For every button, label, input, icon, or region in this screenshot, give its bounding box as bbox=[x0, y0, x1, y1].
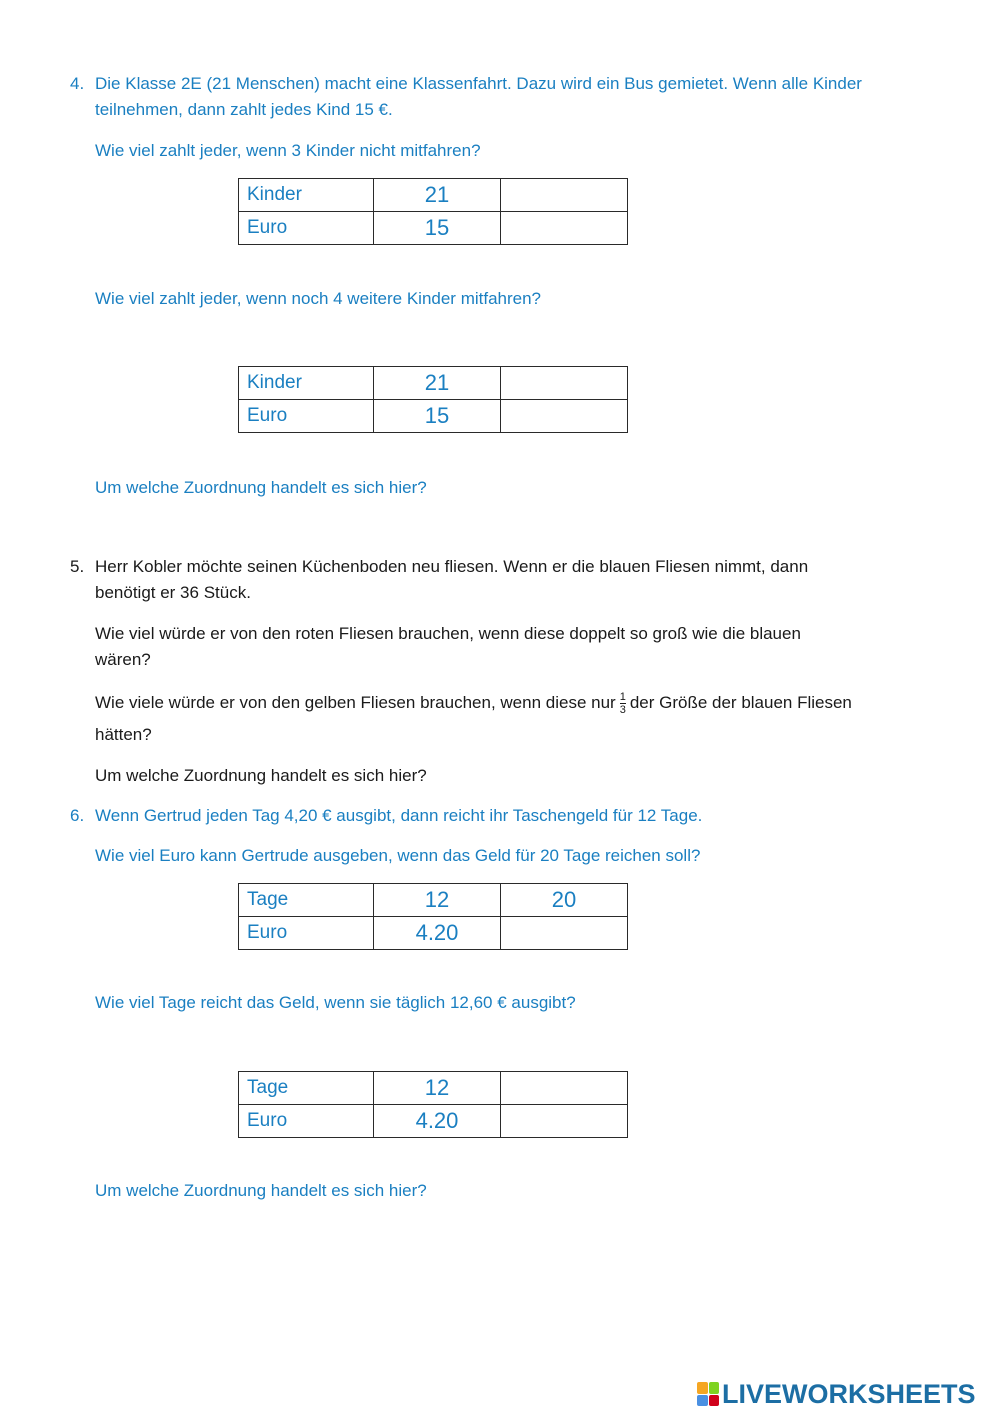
answer-cell[interactable] bbox=[501, 917, 628, 950]
task6-question3: Um welche Zuordnung handelt es sich hier? bbox=[95, 1181, 427, 1200]
task6-number: 6. bbox=[70, 806, 85, 825]
table-row bbox=[239, 1072, 628, 1105]
table-cell: 12 bbox=[374, 1072, 501, 1105]
answer-cell[interactable] bbox=[501, 1072, 628, 1105]
table-cell: 4.20 bbox=[374, 917, 501, 950]
fraction-numerator: 1 bbox=[619, 691, 626, 704]
row-label: Kinder bbox=[239, 179, 374, 212]
answer-cell[interactable] bbox=[501, 179, 628, 212]
row-label: Euro bbox=[239, 400, 374, 433]
table-row bbox=[239, 1105, 628, 1138]
liveworksheets-logo bbox=[697, 1378, 976, 1410]
row-label: Tage bbox=[239, 884, 374, 917]
fraction-one-third bbox=[620, 691, 626, 716]
task6-table2 bbox=[238, 1071, 628, 1138]
table-cell: 20 bbox=[501, 884, 628, 917]
table-cell: 21 bbox=[374, 179, 501, 212]
answer-cell[interactable] bbox=[501, 400, 628, 433]
task5-number: 5. bbox=[70, 557, 85, 576]
table-row bbox=[239, 917, 628, 950]
row-label: Tage bbox=[239, 1072, 374, 1105]
table-row bbox=[239, 212, 628, 245]
table-cell: 4.20 bbox=[374, 1105, 501, 1138]
task5-intro-line1: Herr Kobler möchte seinen Küchenboden neu fliesen. Wenn er die blauen Fliesen nimmt, dann bbox=[95, 557, 809, 576]
logo-text: LIVEWORKSHEETS bbox=[722, 1378, 976, 1409]
task4-intro-line2: teilnehmen, dann zahlt jedes Kind 15 €. bbox=[95, 100, 393, 119]
task4-table2 bbox=[238, 366, 628, 433]
liveworksheets-logo-icon bbox=[697, 1382, 719, 1406]
task4-question1: Wie viel zahlt jeder, wenn 3 Kinder nicht mitfahren? bbox=[95, 141, 481, 160]
table-row bbox=[239, 367, 628, 400]
table-cell: 12 bbox=[374, 884, 501, 917]
table-row bbox=[239, 884, 628, 917]
task5-question2-line1 bbox=[95, 690, 852, 716]
task4-intro-line1: Die Klasse 2E (21 Menschen) macht eine Klassenfahrt. Dazu wird ein Bus gemietet. Wenn alle Kinder bbox=[95, 74, 862, 93]
task5-question1-line2: wären? bbox=[95, 650, 151, 669]
fraction-denominator: 3 bbox=[619, 704, 626, 717]
row-label: Euro bbox=[239, 212, 374, 245]
row-label: Euro bbox=[239, 917, 374, 950]
answer-cell[interactable] bbox=[501, 212, 628, 245]
row-label: Kinder bbox=[239, 367, 374, 400]
task6-table1 bbox=[238, 883, 628, 950]
task6-question2: Wie viel Tage reicht das Geld, wenn sie täglich 12,60 € ausgibt? bbox=[95, 993, 576, 1012]
task4-number: 4. bbox=[70, 74, 85, 93]
row-label: Euro bbox=[239, 1105, 374, 1138]
task4-question2: Wie viel zahlt jeder, wenn noch 4 weitere Kinder mitfahren? bbox=[95, 289, 542, 308]
task5-intro-line2: benötigt er 36 Stück. bbox=[95, 583, 251, 602]
answer-cell[interactable] bbox=[501, 367, 628, 400]
table-row bbox=[239, 179, 628, 212]
task5-question2-line2: hätten? bbox=[95, 725, 152, 744]
table-cell: 15 bbox=[374, 400, 501, 433]
question2-text-before: Wie viele würde er von den gelben Fliesen brauchen, wenn diese nur bbox=[95, 693, 616, 712]
task6-intro: Wenn Gertrud jeden Tag 4,20 € ausgibt, dann reicht ihr Taschengeld für 12 Tage. bbox=[95, 806, 703, 825]
task5-question3: Um welche Zuordnung handelt es sich hier? bbox=[95, 766, 427, 785]
table-cell: 21 bbox=[374, 367, 501, 400]
task6-question1: Wie viel Euro kann Gertrude ausgeben, wenn das Geld für 20 Tage reichen soll? bbox=[95, 846, 701, 865]
table-row bbox=[239, 400, 628, 433]
question2-text-after: der Größe der blauen Fliesen bbox=[629, 693, 852, 712]
task4-table1 bbox=[238, 178, 628, 245]
task4-question3: Um welche Zuordnung handelt es sich hier? bbox=[95, 478, 427, 497]
task5-question1-line1: Wie viel würde er von den roten Fliesen brauchen, wenn diese doppelt so groß wie die blauen bbox=[95, 624, 801, 643]
table-cell: 15 bbox=[374, 212, 501, 245]
answer-cell[interactable] bbox=[501, 1105, 628, 1138]
